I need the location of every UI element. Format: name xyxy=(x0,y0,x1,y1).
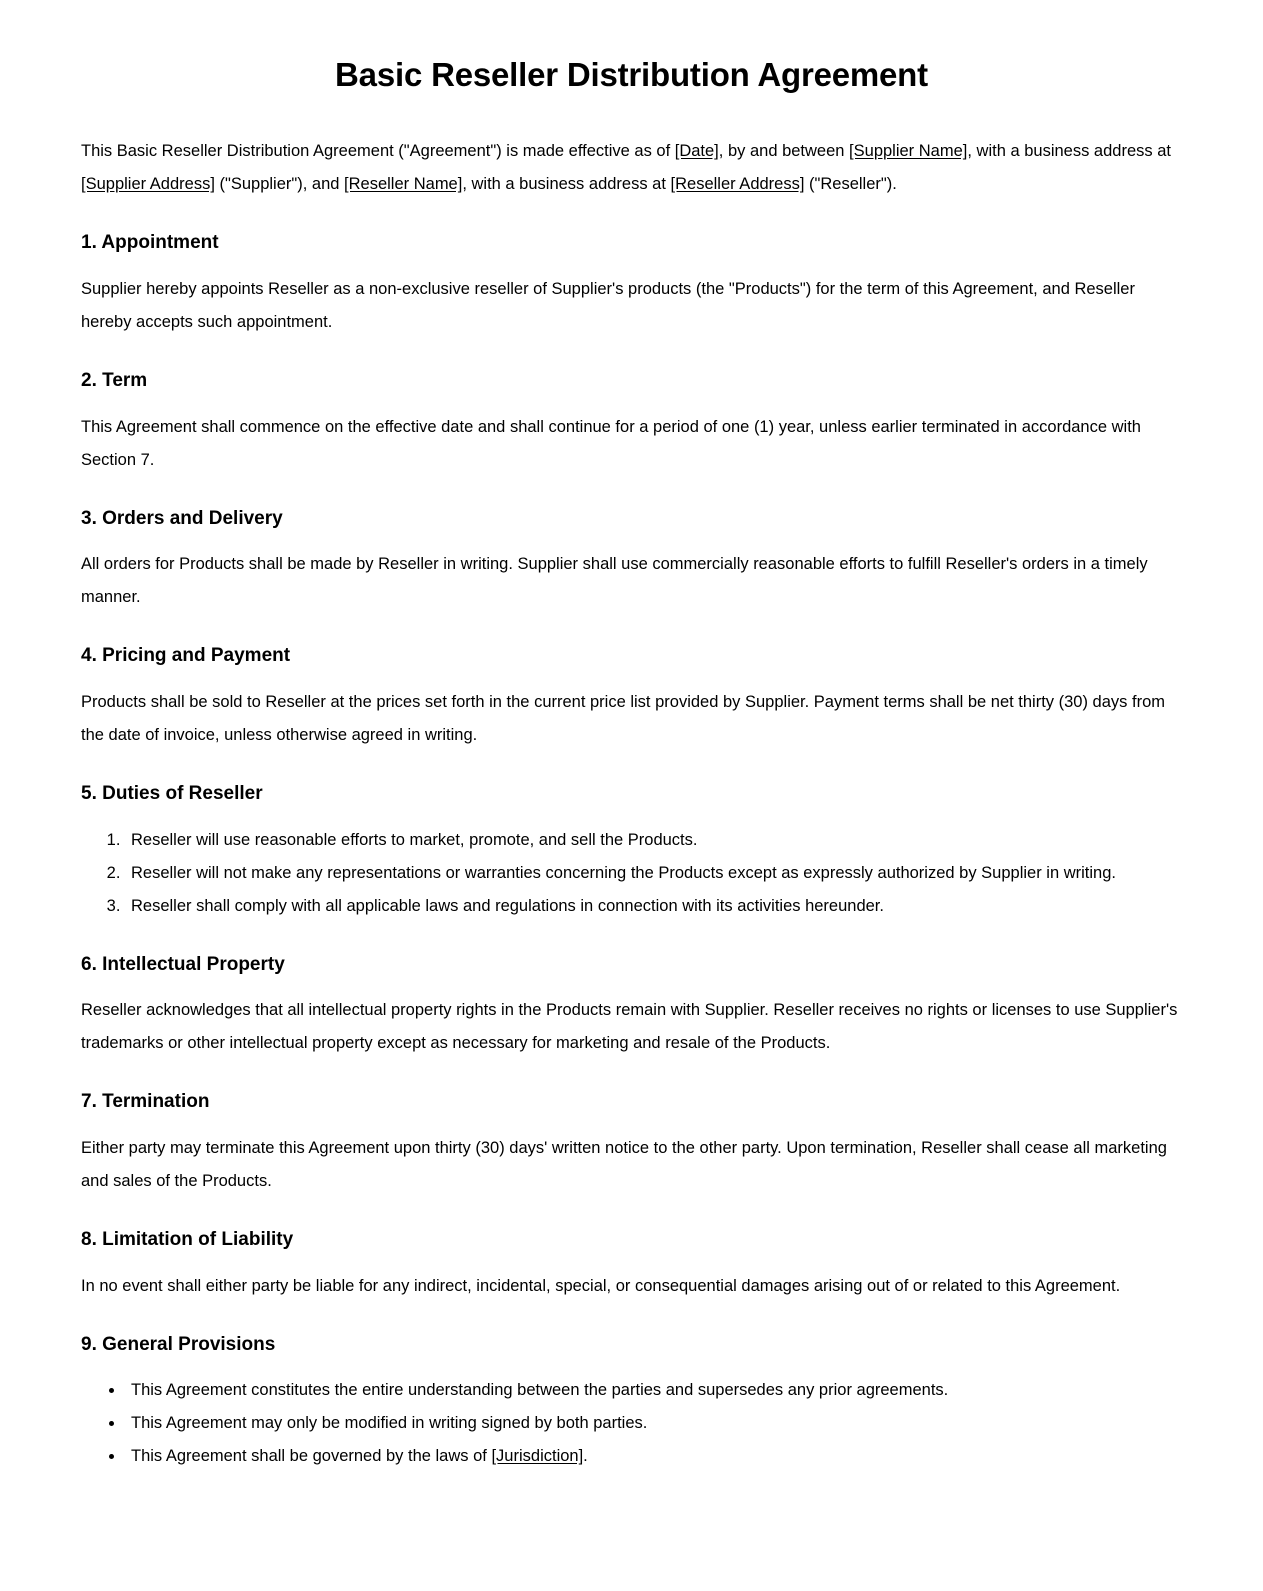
section-duties-of-reseller xyxy=(81,782,1182,923)
list-item: 1. Reseller will use reasonable efforts to market, promote, and sell the Products. xyxy=(125,824,1182,857)
section-body-term: This Agreement shall commence on the effective date and shall continue for a period of one (1) year, unless earlier terminated in accordance with Section 7. xyxy=(81,417,1141,469)
general-provisions-bullet-list xyxy=(81,1374,1182,1473)
intro-text-part5: , with a business address at xyxy=(462,175,671,194)
section-heading-duties-of-reseller: 5. Duties of Reseller xyxy=(81,783,263,804)
section-heading-orders-and-delivery: 3. Orders and Delivery xyxy=(81,507,283,529)
governing-law-text: This Agreement shall be governed by the laws of xyxy=(131,1447,492,1466)
field-reseller-name-placeholder: [Reseller Name] xyxy=(344,175,463,194)
section-appointment xyxy=(81,231,1182,339)
section-pricing-and-payment xyxy=(81,644,1182,752)
page-title: Basic Reseller Distribution Agreement xyxy=(335,56,928,93)
intro-text-part1: This Basic Reseller Distribution Agreement ("Agreement") is made effective as of xyxy=(81,142,675,161)
intro-text-part2: , by and between xyxy=(718,142,850,161)
intro-text-part4: ("Supplier"), and xyxy=(214,175,345,194)
list-item: • This Agreement constitutes the entire understanding between the parties and supersedes any prior agreements. xyxy=(125,1374,1182,1407)
field-date-placeholder: [Date] xyxy=(674,142,719,161)
governing-law-suffix: . xyxy=(583,1447,588,1466)
section-limitation-of-liability xyxy=(81,1228,1182,1303)
section-body-limitation-of-liability: In no event shall either party be liable for any indirect, incidental, special, or consequential damages arising out of or related to this Agreement. xyxy=(81,1276,1121,1295)
intro-paragraph xyxy=(81,135,1182,201)
section-heading-pricing-and-payment: 4. Pricing and Payment xyxy=(81,645,291,667)
section-heading-general-provisions: 9. General Provisions xyxy=(81,1333,276,1355)
list-item: • This Agreement may only be modified in writing signed by both parties. xyxy=(125,1407,1182,1440)
section-heading-term: 2. Term xyxy=(81,369,148,391)
field-jurisdiction-placeholder: [Jurisdiction] xyxy=(491,1447,584,1466)
section-termination xyxy=(81,1090,1182,1198)
section-heading-appointment: 1. Appointment xyxy=(81,232,219,254)
field-supplier-address-placeholder: [Supplier Address] xyxy=(81,175,215,194)
list-item xyxy=(125,1440,1182,1473)
list-item: 2. Reseller will not make any representations or warranties concerning the Products except as expressly authorized by Supplier in writing. xyxy=(125,857,1182,890)
section-body-orders-and-delivery: All orders for Products shall be made by Reseller in writing. Supplier shall use commercially reasonable efforts to fulfill Reseller's orders in a timely manner. xyxy=(81,555,1148,607)
section-general-provisions xyxy=(81,1333,1182,1474)
section-orders-and-delivery xyxy=(81,507,1182,615)
section-intellectual-property xyxy=(81,953,1182,1061)
intro-text-part6: ("Reseller"). xyxy=(804,175,897,194)
section-heading-termination: 7. Termination xyxy=(81,1091,210,1113)
field-reseller-address-placeholder: [Reseller Address] xyxy=(670,175,805,194)
section-body-termination: Either party may terminate this Agreement upon thirty (30) days' written notice to the other party. Upon termination, Reseller shall cease all marketing and sales of the Products. xyxy=(81,1139,1167,1191)
section-heading-intellectual-property: 6. Intellectual Property xyxy=(81,953,285,975)
field-supplier-name-placeholder: [Supplier Name] xyxy=(849,142,968,161)
section-term xyxy=(81,369,1182,477)
section-body-intellectual-property: Reseller acknowledges that all intellectual property rights in the Products remain with Supplier. Reseller receives no rights or licenses to use Supplier's trademarks or other intellectual property except as necessary for marketing and resale of the Products. xyxy=(81,1001,1178,1053)
section-body-pricing-and-payment: Products shall be sold to Reseller at the prices set forth in the current price list provided by Supplier. Payment terms shall be net thirty (30) days from the date of invoice, unless otherwise agreed in writing. xyxy=(81,693,1165,744)
section-heading-limitation-of-liability: 8. Limitation of Liability xyxy=(81,1229,294,1251)
intro-text-part3: , with a business address at xyxy=(967,142,1171,161)
list-item: 3. Reseller shall comply with all applicable laws and regulations in connection with its activities hereunder. xyxy=(125,890,1182,923)
duties-numbered-list xyxy=(81,824,1182,923)
section-body-appointment: Supplier hereby appoints Reseller as a non-exclusive reseller of Supplier's products (the "Products") for the term of this Agreement, and Reseller hereby accepts such appointment. xyxy=(81,279,1135,331)
